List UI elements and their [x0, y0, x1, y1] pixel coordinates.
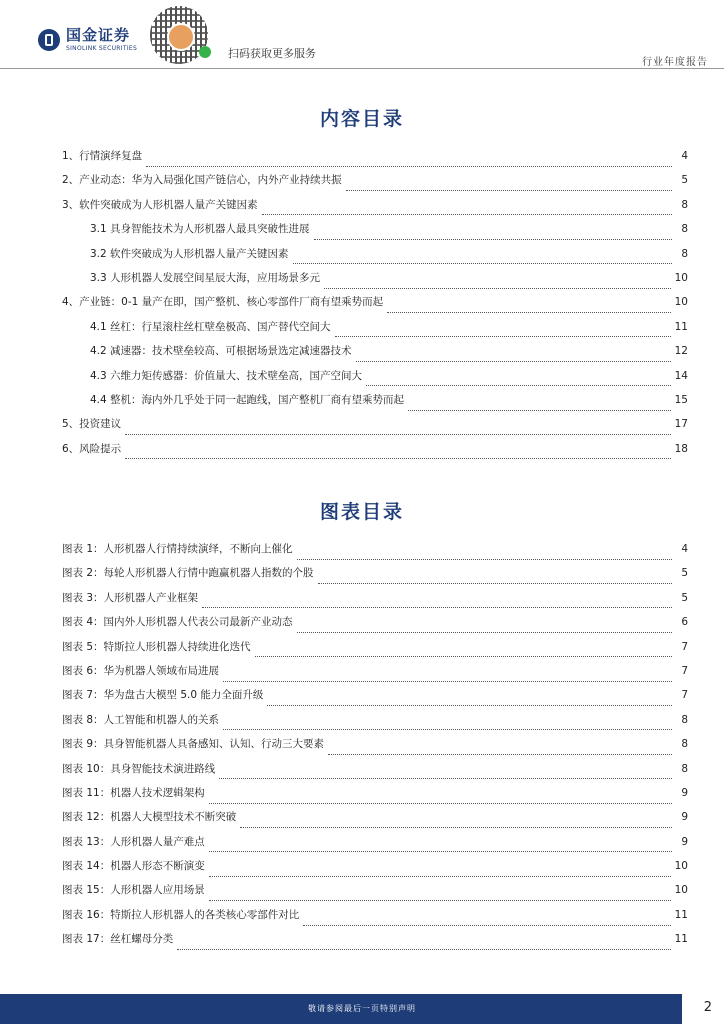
- logo-name-en: SINOLINK SECURITIES: [66, 45, 138, 52]
- figure-entry-title: 图表 3：人形机器人产业框架: [62, 591, 199, 604]
- figure-entry-page: 7: [681, 640, 688, 653]
- toc-entry[interactable]: [62, 416, 688, 440]
- toc-entry-page: 12: [674, 345, 688, 358]
- dot-leader: [297, 624, 672, 633]
- toc-entry-title: 3、软件突破成为人形机器人量产关键因素: [62, 198, 258, 211]
- figure-entry-title: 图表 16：特斯拉人形机器人的各类核心零部件对比: [62, 908, 300, 921]
- figure-entry[interactable]: [62, 687, 688, 711]
- toc-entry[interactable]: [62, 294, 688, 318]
- logo-text: [66, 28, 137, 52]
- dot-leader: [356, 353, 671, 362]
- dot-leader: [202, 599, 672, 608]
- figure-entry-page: 11: [674, 908, 688, 921]
- toc-entry-title: 1、行情演绎复盘: [62, 150, 143, 162]
- page-number: 2: [703, 1000, 712, 1015]
- dot-leader: [328, 746, 672, 755]
- page-footer: [0, 994, 724, 1024]
- figure-entry-title: 图表 4：国内外人形机器人代表公司最新产业动态: [62, 616, 293, 629]
- dot-leader: [335, 328, 671, 337]
- toc-entry[interactable]: [62, 392, 688, 416]
- figure-entry[interactable]: [62, 882, 688, 906]
- toc-entry-title: 4.4 整机：海内外几乎处于同一起跑线，国产整机厂商有望乘势而起: [90, 393, 405, 406]
- toc-entry-page: 17: [674, 418, 688, 431]
- sinolink-logo: [38, 28, 137, 52]
- dot-leader: [177, 941, 670, 950]
- toc-entry-page: 5: [681, 174, 688, 187]
- dot-leader: [209, 868, 671, 877]
- toc-entry[interactable]: [62, 270, 688, 294]
- figure-entry[interactable]: [62, 663, 688, 687]
- figure-entry-page: 5: [681, 567, 688, 580]
- dot-leader: [219, 770, 672, 779]
- figure-entry-title: 图表 11：机器人技术逻辑架构: [62, 786, 205, 799]
- dot-leader: [223, 673, 672, 682]
- toc-entry-page: 10: [674, 296, 688, 309]
- toc-entry-page: 8: [681, 198, 688, 211]
- figure-entry-page: 11: [674, 933, 688, 946]
- figure-entry-title: 图表 1：人形机器人行情持续演绎，不断向上催化: [62, 543, 293, 555]
- toc-entry-title: 4.2 减速器：技术壁垒较高、可根据场景选定减速器技术: [90, 345, 352, 358]
- figure-entry[interactable]: [62, 761, 688, 785]
- dot-leader: [324, 280, 671, 289]
- qr-center-logo-icon: [167, 23, 195, 51]
- figure-entry[interactable]: [62, 907, 688, 931]
- wechat-badge-icon: [199, 46, 211, 58]
- scan-prompt: 扫码获取更多服务: [228, 47, 316, 60]
- dot-leader: [318, 575, 672, 584]
- toc-entry-title: 6、风险提示: [62, 442, 122, 455]
- figure-entry-page: 8: [681, 762, 688, 775]
- figure-entry[interactable]: [62, 614, 688, 638]
- dot-leader: [223, 721, 672, 730]
- figure-entry[interactable]: [62, 809, 688, 833]
- toc-entry[interactable]: [62, 319, 688, 343]
- list-of-figures-title: 图表目录: [319, 501, 404, 523]
- toc-entry-page: 11: [674, 320, 688, 333]
- dot-leader: [293, 255, 672, 264]
- dot-leader: [314, 231, 672, 240]
- list-of-figures: [62, 541, 688, 956]
- toc-entry[interactable]: [62, 246, 688, 270]
- toc-entry[interactable]: [62, 343, 688, 367]
- dot-leader: [387, 304, 670, 313]
- figure-entry-title: 图表 9：具身智能机器人具备感知、认知、行动三大要素: [62, 738, 325, 751]
- figure-entry[interactable]: [62, 858, 688, 882]
- toc-entry-title: 3.3 人形机器人发展空间星辰大海，应用场景多元: [90, 271, 321, 284]
- toc-entry[interactable]: [62, 441, 688, 465]
- dot-leader: [255, 648, 672, 657]
- toc-entry-title: 3.1 具身智能技术为人形机器人最具突破性进展: [90, 223, 310, 236]
- toc-entry-title: 5、投资建议: [62, 418, 122, 431]
- figure-entry-title: 图表 14：机器人形态不断演变: [62, 860, 205, 873]
- page-number-box: [682, 994, 724, 1024]
- dot-leader: [209, 843, 672, 852]
- toc-entry[interactable]: [62, 368, 688, 392]
- dot-leader: [125, 426, 670, 435]
- toc-entry-title: 4.3 六维力矩传感器：价值量大、技术壁垒高，国产空间大: [90, 369, 363, 382]
- figure-entry-title: 图表 17：丝杠螺母分类: [62, 933, 174, 946]
- toc-entry-page: 8: [681, 223, 688, 236]
- figure-entry-title: 图表 6：华为机器人领域布局进展: [62, 664, 220, 677]
- sinolink-logo-icon: [38, 29, 60, 51]
- header-divider: [0, 68, 724, 69]
- toc-entry-title: 3.2 软件突破成为人形机器人量产关键因素: [90, 247, 289, 260]
- dot-leader: [209, 892, 671, 901]
- figure-entry[interactable]: [62, 565, 688, 589]
- dot-leader: [125, 450, 670, 459]
- figure-entry-page: 6: [681, 616, 688, 629]
- figure-entry[interactable]: [62, 541, 688, 565]
- figure-entry[interactable]: [62, 736, 688, 760]
- figure-entry[interactable]: [62, 834, 688, 858]
- figure-entry-title: 图表 10：具身智能技术演进路线: [62, 762, 216, 775]
- toc-entry-title: 4.1 丝杠：行星滚柱丝杠壁垒极高、国产替代空间大: [90, 320, 331, 333]
- figure-entry-page: 7: [681, 664, 688, 677]
- figure-entry-page: 4: [681, 543, 688, 555]
- toc-entry-page: 10: [674, 271, 688, 284]
- figure-entry[interactable]: [62, 931, 688, 955]
- figure-entry-title: 图表 8：人工智能和机器人的关系: [62, 713, 220, 726]
- figure-entry[interactable]: [62, 712, 688, 736]
- figure-entry-page: 5: [681, 591, 688, 604]
- figure-entry-page: 10: [674, 884, 688, 897]
- toc-entry-page: 15: [674, 393, 688, 406]
- toc-entry-page: 14: [674, 369, 688, 382]
- toc-title: 内容目录: [319, 108, 404, 130]
- toc-entry[interactable]: [62, 197, 688, 221]
- figure-entry[interactable]: [62, 590, 688, 614]
- toc-entry-title: 2、产业动态：华为入局强化国产链信心，内外产业持续共振: [62, 174, 342, 187]
- figure-entry-page: 8: [681, 713, 688, 726]
- toc-entry[interactable]: [62, 172, 688, 196]
- dot-leader: [209, 795, 672, 804]
- dot-leader: [303, 917, 670, 926]
- dot-leader: [267, 697, 672, 706]
- table-of-contents: [62, 148, 688, 465]
- dot-leader: [366, 377, 671, 386]
- dot-leader: [297, 551, 672, 560]
- toc-entry[interactable]: [62, 148, 688, 172]
- logo-name-cn: 国金证券: [66, 26, 131, 44]
- figure-entry-title: 图表 2：每轮人形机器人行情中跑赢机器人指数的个股: [62, 567, 314, 580]
- figure-entry-page: 8: [681, 738, 688, 751]
- report-type-label: 行业年度报告: [642, 57, 708, 68]
- figure-entry-page: 9: [681, 786, 688, 799]
- toc-entry-title: 4、产业链：0-1 量产在即，国产整机、核心零部件厂商有望乘势而起: [62, 296, 384, 309]
- figure-entry-title: 图表 5：特斯拉人形机器人持续进化迭代: [62, 640, 251, 653]
- dot-leader: [240, 819, 672, 828]
- figure-entry[interactable]: [62, 785, 688, 809]
- figure-entry-page: 10: [674, 860, 688, 873]
- dot-leader: [146, 158, 672, 167]
- figure-entry[interactable]: [62, 639, 688, 663]
- disclaimer-notice: 敬请参阅最后一页特别声明: [308, 1004, 416, 1013]
- toc-entry[interactable]: [62, 221, 688, 245]
- toc-entry-page: 18: [674, 442, 688, 455]
- figure-entry-title: 图表 7：华为盘古大模型 5.0 能力全面升级: [62, 689, 264, 702]
- figure-entry-title: 图表 13：人形机器人量产难点: [62, 835, 205, 848]
- dot-leader: [262, 206, 672, 215]
- page-header: [0, 0, 724, 70]
- toc-entry-page: 4: [681, 150, 688, 162]
- figure-entry-title: 图表 15：人形机器人应用场景: [62, 884, 205, 897]
- figure-entry-title: 图表 12：机器人大模型技术不断突破: [62, 811, 237, 824]
- figure-entry-page: 9: [681, 835, 688, 848]
- toc-entry-page: 8: [681, 247, 688, 260]
- dot-leader: [408, 402, 671, 411]
- figure-entry-page: 7: [681, 689, 688, 702]
- figure-entry-page: 9: [681, 811, 688, 824]
- dot-leader: [346, 182, 672, 191]
